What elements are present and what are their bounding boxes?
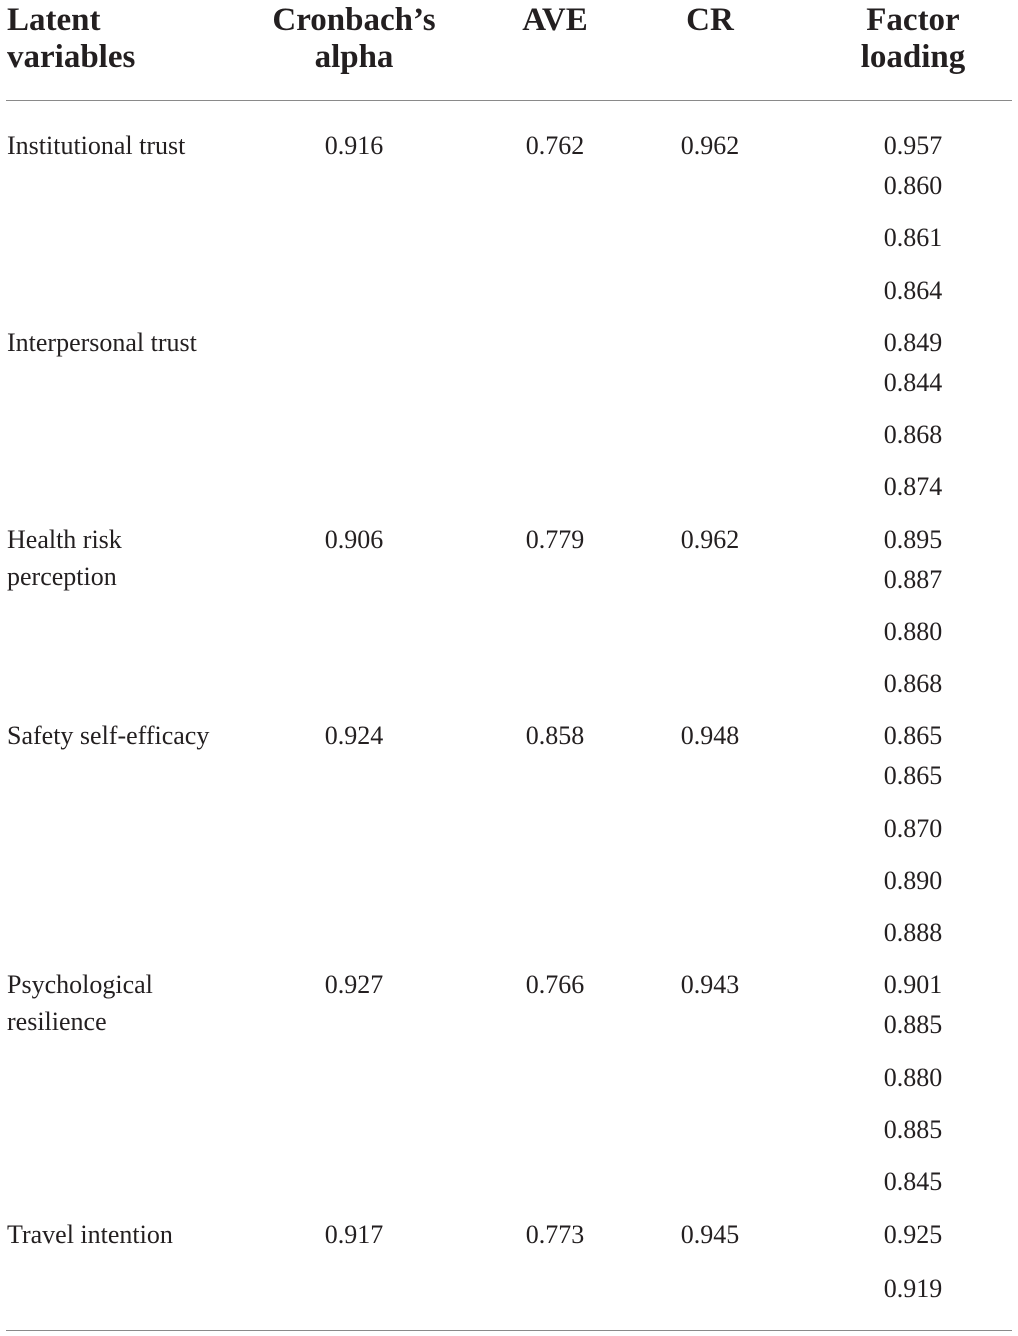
factor-loading-value: 0.864 (883, 276, 943, 305)
factor-loading-value: 0.874 (883, 472, 943, 501)
alpha-value: 0.924 (324, 721, 384, 750)
factor-loading-value: 0.865 (883, 761, 943, 790)
header-cronbachs-alpha: Cronbach’s alpha (272, 2, 436, 75)
alpha-value: 0.917 (324, 1220, 384, 1249)
cr-value: 0.962 (680, 131, 740, 160)
factor-loading-value: 0.890 (883, 866, 943, 895)
row-label-interpersonal-trust: Interpersonal trust (7, 328, 197, 357)
factor-loading-value: 0.887 (883, 565, 943, 594)
row-label-psychological-resilience: Psychological resilience (7, 970, 153, 1036)
header-factor-loading: Factor loading (860, 2, 966, 75)
ave-value: 0.773 (525, 1220, 585, 1249)
alpha-value: 0.906 (324, 525, 384, 554)
ave-value: 0.762 (525, 131, 585, 160)
factor-loading-value: 0.885 (883, 1010, 943, 1039)
factor-loading-value: 0.865 (883, 721, 943, 750)
ave-value: 0.779 (525, 525, 585, 554)
factor-loading-value: 0.880 (883, 1063, 943, 1092)
bottom-rule (6, 1330, 1012, 1331)
factor-loading-value: 0.844 (883, 368, 943, 397)
alpha-value: 0.916 (324, 131, 384, 160)
factor-loading-value: 0.861 (883, 223, 943, 252)
factor-loading-value: 0.870 (883, 814, 943, 843)
factor-loading-value: 0.925 (883, 1220, 943, 1249)
factor-loading-value: 0.885 (883, 1115, 943, 1144)
header-cr: CR (686, 2, 734, 38)
factor-loading-value: 0.880 (883, 617, 943, 646)
header-latent-variables: Latent variables (7, 2, 136, 75)
factor-loading-value: 0.901 (883, 970, 943, 999)
factor-loading-value: 0.868 (883, 420, 943, 449)
row-label-travel-intention: Travel intention (7, 1220, 173, 1249)
factor-loading-value: 0.957 (883, 131, 943, 160)
row-label-safety-self-efficacy: Safety self-efficacy (7, 721, 210, 750)
ave-value: 0.858 (525, 721, 585, 750)
factor-loading-value: 0.919 (883, 1274, 943, 1303)
cr-value: 0.962 (680, 525, 740, 554)
row-label-institutional-trust: Institutional trust (7, 131, 186, 160)
alpha-value: 0.927 (324, 970, 384, 999)
cr-value: 0.948 (680, 721, 740, 750)
row-label-health-risk-perception: Health risk perception (7, 525, 122, 591)
header-rule (6, 100, 1012, 101)
factor-loading-value: 0.849 (883, 328, 943, 357)
factor-loading-value: 0.895 (883, 525, 943, 554)
factor-loading-value: 0.868 (883, 669, 943, 698)
cr-value: 0.943 (680, 970, 740, 999)
cr-value: 0.945 (680, 1220, 740, 1249)
ave-value: 0.766 (525, 970, 585, 999)
factor-loading-value: 0.845 (883, 1167, 943, 1196)
factor-loading-value: 0.860 (883, 171, 943, 200)
factor-loading-value: 0.888 (883, 918, 943, 947)
header-ave: AVE (522, 2, 588, 38)
